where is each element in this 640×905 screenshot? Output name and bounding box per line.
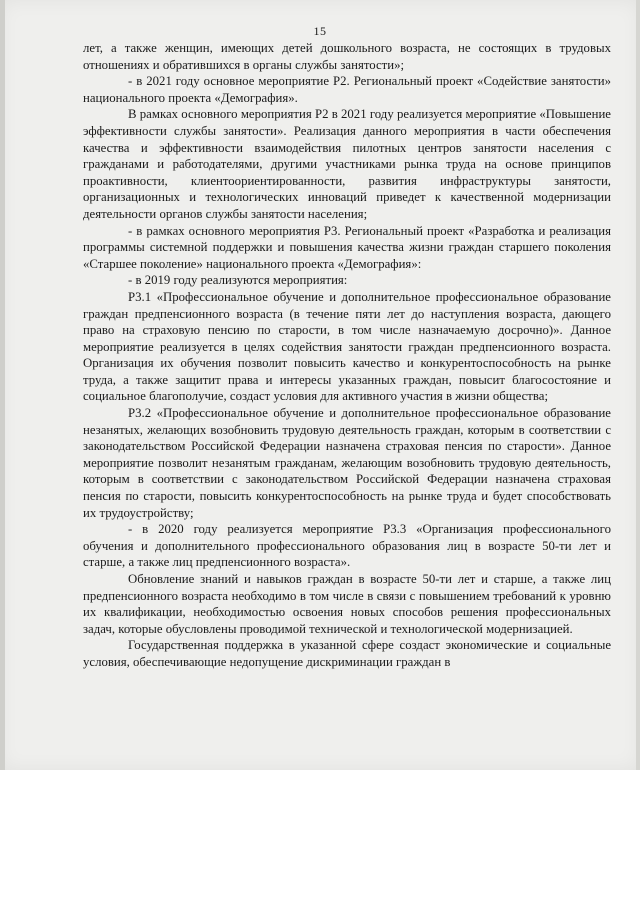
document-body: [83, 40, 611, 671]
paragraph-state-support: Государственная поддержка в указанной сфере создаст экономические и социальные условия, обеспечивающие недопущение дискриминации граждан в: [83, 638, 611, 669]
paragraph-p3-1: Р3.1 «Профессиональное обучение и дополнительное профессиональное образование граждан предпенсионного возраста (в течение пяти лет до наступления возраста, дающего право на страховую пенсию по старости, в том числе назначаемую досрочно)». Данное мероприятие реализуется в целях содействия занятости граждан предпенсионного возраста. Организация их обучения позволит повысить качество и конкурентоспособность на рынке труда, а также защитит права и интересы указанных граждан, повысит благосостояние и социальное благополучие, создаст условия для активного участия в жизни общества;: [83, 289, 611, 404]
paragraph-2019-measures: - в 2019 году реализуются мероприятия:: [128, 273, 348, 288]
paragraph-continuation: лет, а также женщин, имеющих детей дошкольного возраста, не состоящих в трудовых отношениях и обратившихся в органы службы занятости»;: [83, 41, 611, 72]
paragraph-skills-update: Обновление знаний и навыков граждан в возрасте 50-ти лет и старше, а также лиц предпенсионного возраста необходимо в том числе в связи с повышением требований к уровню их квалификации, необходимостью освоения новых способов решения профессиональных задач, которые обусловлены проводимой технической и технологической модернизацией.: [83, 572, 611, 636]
page-number: 15: [313, 24, 327, 38]
scan-edge-left: [0, 0, 5, 770]
paragraph-p3-older-generation: - в рамках основного мероприятия Р3. Региональный проект «Разработка и реализация программы системной поддержки и повышения качества жизни граждан старшего поколения «Старшее поколение» национального проекта «Демография»:: [83, 223, 611, 271]
paragraph-p3-3-2020: - в 2020 году реализуется мероприятие Р3.3 «Организация профессионального обучения и дополнительного профессионального образования лиц в возрасте 50-ти лет и старше, а также лиц предпенсионного возраста».: [83, 522, 611, 570]
paragraph-p3-2: Р3.2 «Профессиональное обучение и дополнительное профессиональное образование незанятых, желающих возобновить трудовую деятельность граждан, которым в соответствии с законодательством Российской Федерации назначена страховая пенсия по старости». Данное мероприятие позволит незанятым гражданам, желающим возобновить трудовую деятельность, которым в соответствии с законодательством Российской Федерации назначена страховая пенсия по старости, повысить конкурентоспособность на рынке труда и будет способствовать их трудоустройству;: [83, 406, 611, 520]
paragraph-p2-2021: - в 2021 году основное мероприятие Р2. Региональный проект «Содействие занятости» национального проекта «Демография».: [83, 74, 611, 105]
paragraph-p2-employment-service: В рамках основного мероприятия Р2 в 2021 году реализуется мероприятие «Повышение эффективности службы занятости». Реализация данного мероприятия в части обеспечения качества и эффективности взаимодействия пилотных центров занятости населения с гражданами и работодателями, другими участниками рынка труда на основе принципов проактивности, клиентоориентированности, развития инфраструктуры занятости, организационных и технологических инноваций приведет к качественной модернизации деятельности органов службы занятости населения;: [83, 107, 611, 221]
scan-edge-right: [636, 0, 640, 770]
